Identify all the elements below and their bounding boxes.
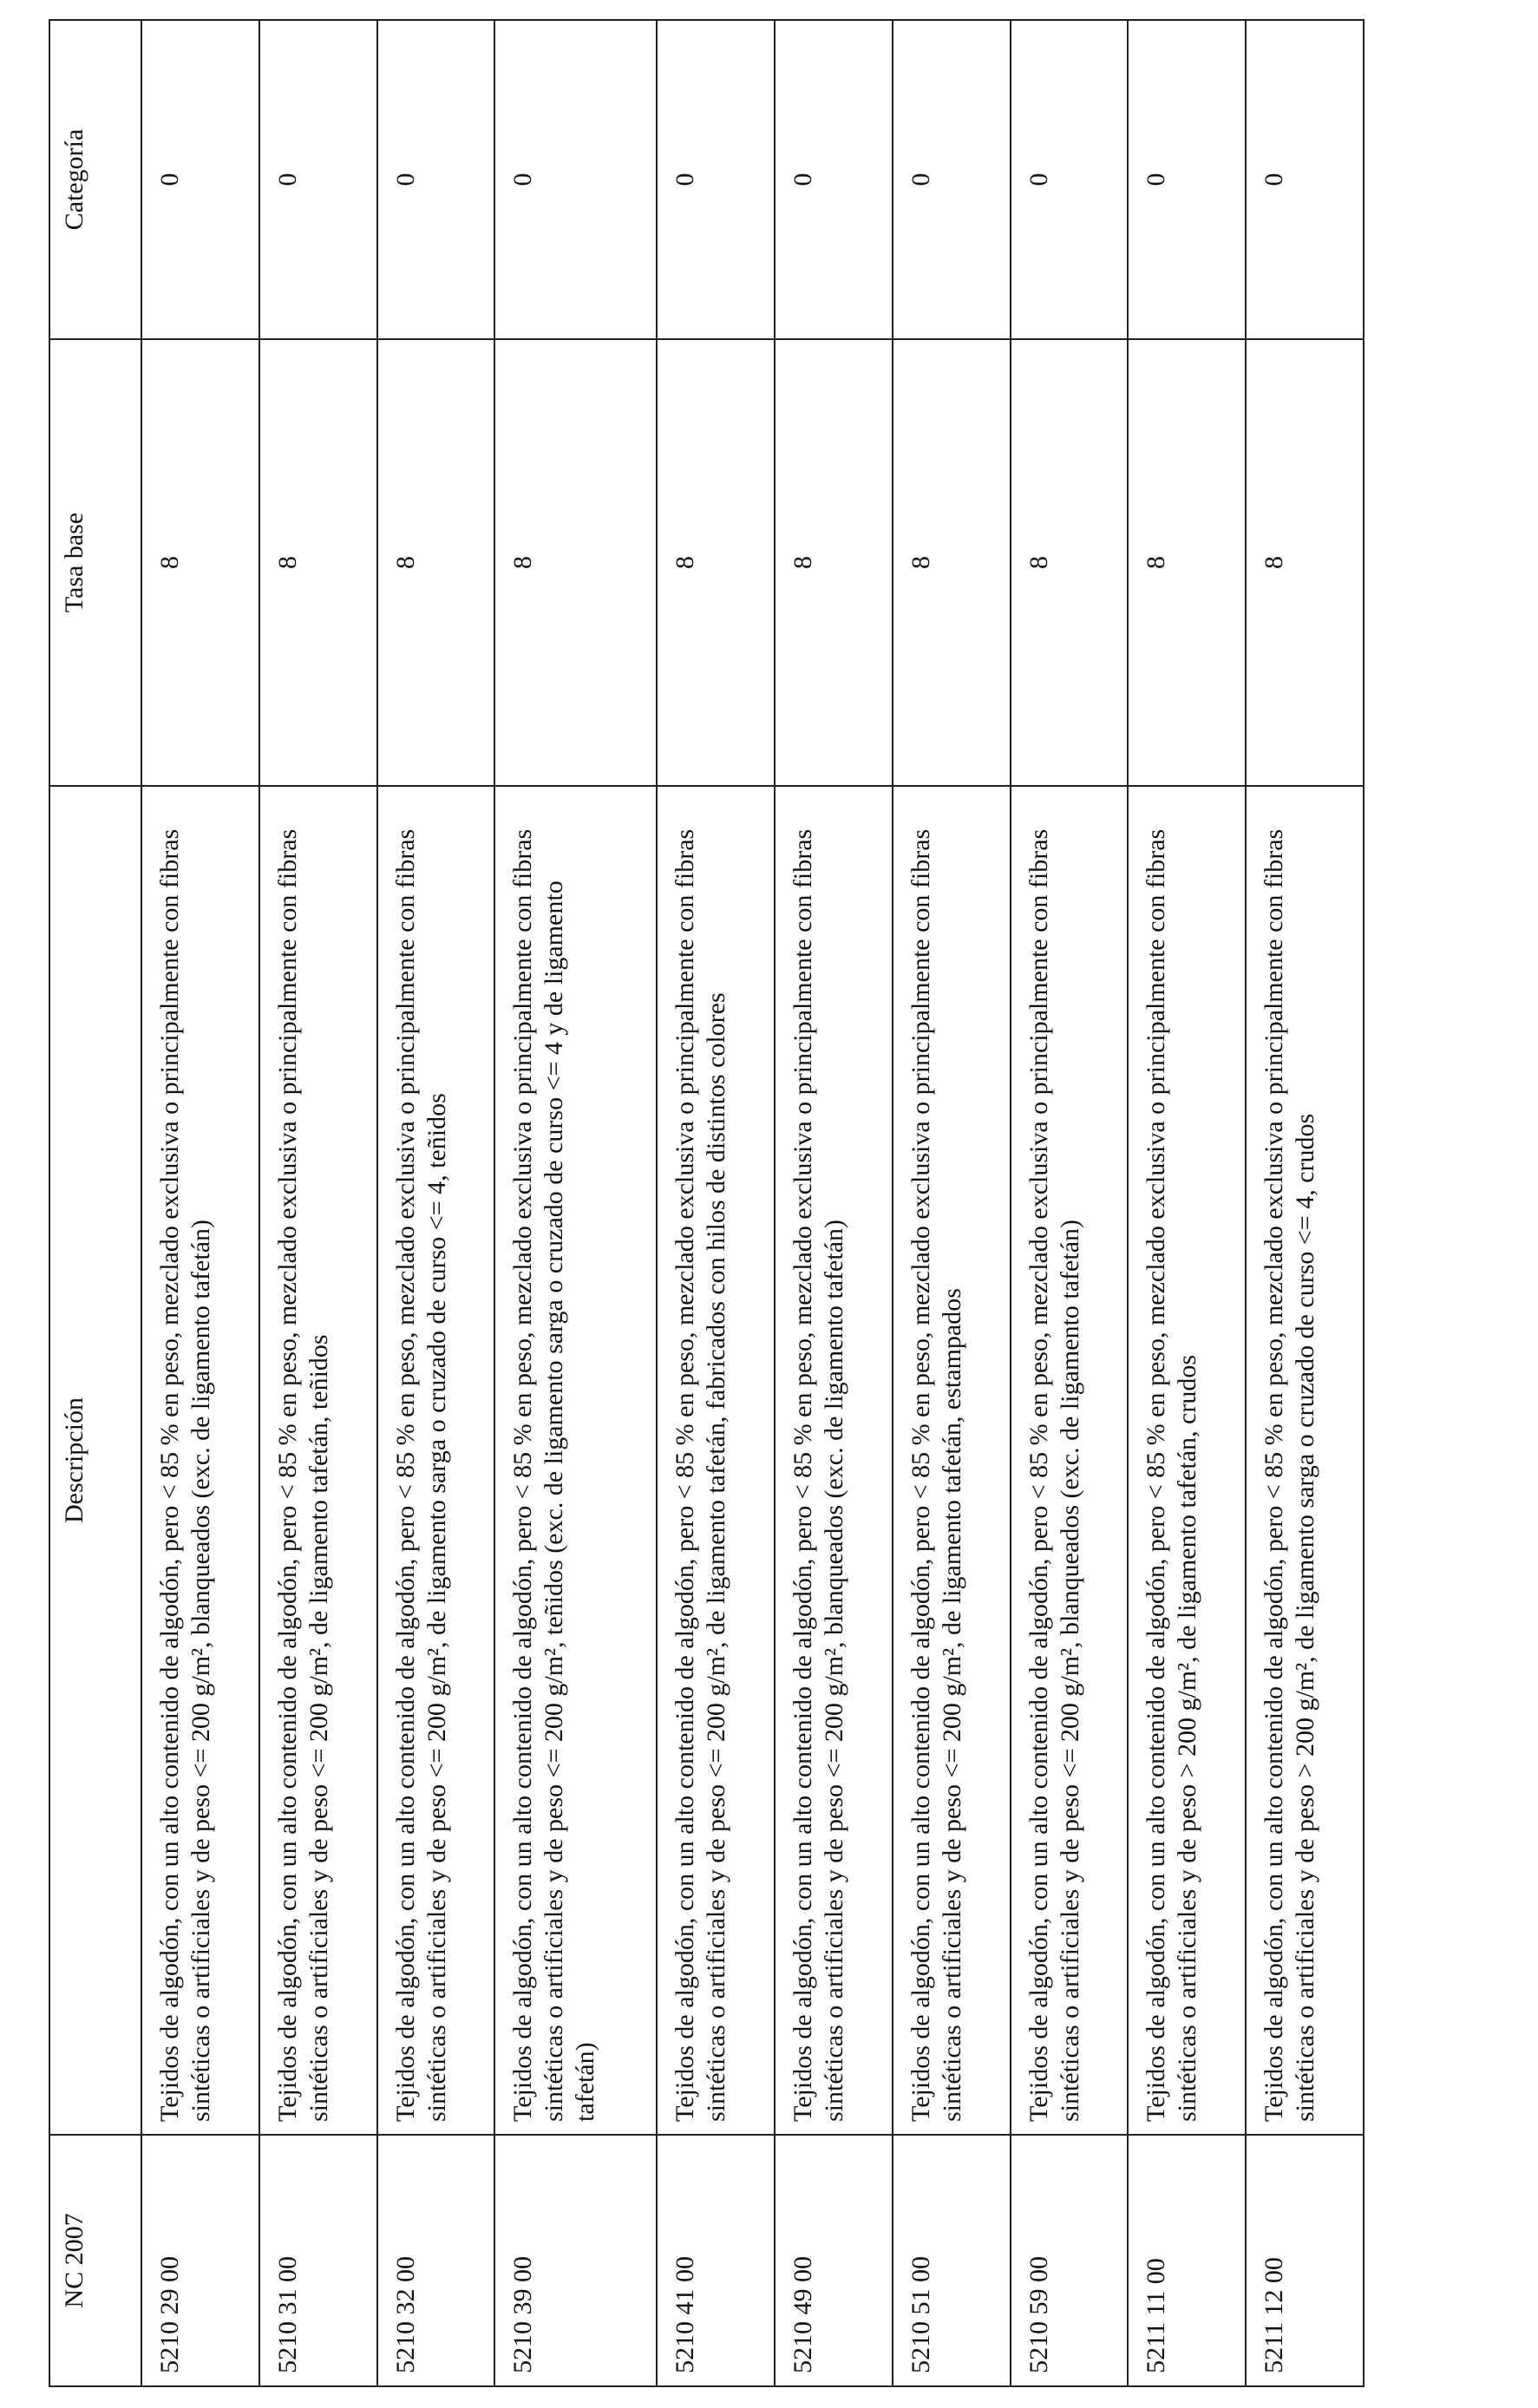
category-cell: 0 xyxy=(775,20,893,339)
code-cell: 5210 31 00 xyxy=(259,2135,377,2386)
code-cell: 5211 11 00 xyxy=(1128,2135,1246,2386)
header-row xyxy=(49,20,141,2386)
header-base-rate: Tasa base xyxy=(49,339,141,786)
table-row xyxy=(1128,20,1246,2386)
table-row xyxy=(377,20,495,2386)
description-cell: Tejidos de algodón, con un alto contenido de algodón, pero < 85 % en peso, mezclado exclusiva o principalmente con fibras sintéticas o artificiales y de peso <= 200 g/m², blanqueados (exc. de ligamento tafetán) xyxy=(1011,786,1129,2135)
base-rate-cell: 8 xyxy=(657,339,775,786)
code-cell: 5210 39 00 xyxy=(494,2135,657,2386)
base-rate-cell: 8 xyxy=(494,339,657,786)
code-cell: 5210 41 00 xyxy=(657,2135,775,2386)
table-header xyxy=(49,20,141,2386)
base-rate-cell: 8 xyxy=(893,339,1011,786)
code-cell: 5210 29 00 xyxy=(141,2135,259,2386)
table-body xyxy=(141,20,1364,2386)
code-cell: 5210 49 00 xyxy=(775,2135,893,2386)
table-row xyxy=(141,20,259,2386)
table-row xyxy=(893,20,1011,2386)
category-cell: 0 xyxy=(1128,20,1246,339)
rotated-page xyxy=(49,21,1365,2387)
table-row xyxy=(1011,20,1129,2386)
table-row xyxy=(494,20,657,2386)
table-row xyxy=(775,20,893,2386)
description-cell: Tejidos de algodón, con un alto contenido de algodón, pero < 85 % en peso, mezclado exclusiva o principalmente con fibras sintéticas o artificiales y de peso <= 200 g/m², de ligamento tafetán, fabricados con hilos de distintos colores xyxy=(657,786,775,2135)
header-description: Descripción xyxy=(49,786,141,2135)
description-cell: Tejidos de algodón, con un alto contenido de algodón, pero < 85 % en peso, mezclado exclusiva o principalmente con fibras sintéticas o artificiales y de peso <= 200 g/m², blanqueados (exc. de ligamento tafetán) xyxy=(141,786,259,2135)
header-code: NC 2007 xyxy=(49,2135,141,2386)
code-cell: 5210 32 00 xyxy=(377,2135,495,2386)
base-rate-cell: 8 xyxy=(377,339,495,786)
base-rate-cell: 8 xyxy=(1011,339,1129,786)
base-rate-cell: 8 xyxy=(1246,339,1364,786)
code-cell: 5210 59 00 xyxy=(1011,2135,1129,2386)
category-cell: 0 xyxy=(1246,20,1364,339)
category-cell: 0 xyxy=(377,20,495,339)
category-cell: 0 xyxy=(259,20,377,339)
description-cell: Tejidos de algodón, con un alto contenido de algodón, pero < 85 % en peso, mezclado exclusiva o principalmente con fibras sintéticas o artificiales y de peso <= 200 g/m², de ligamento tafetán, estampados xyxy=(893,786,1011,2135)
table-row xyxy=(259,20,377,2386)
code-cell: 5210 51 00 xyxy=(893,2135,1011,2386)
base-rate-cell: 8 xyxy=(1128,339,1246,786)
code-cell: 5211 12 00 xyxy=(1246,2135,1364,2386)
base-rate-cell: 8 xyxy=(775,339,893,786)
category-cell: 0 xyxy=(1011,20,1129,339)
base-rate-cell: 8 xyxy=(259,339,377,786)
description-cell: Tejidos de algodón, con un alto contenido de algodón, pero < 85 % en peso, mezclado exclusiva o principalmente con fibras sintéticas o artificiales y de peso <= 200 g/m², blanqueados (exc. de ligamento tafetán) xyxy=(775,786,893,2135)
header-category: Categoría xyxy=(49,20,141,339)
category-cell: 0 xyxy=(494,20,657,339)
description-cell: Tejidos de algodón, con un alto contenido de algodón, pero < 85 % en peso, mezclado exclusiva o principalmente con fibras sintéticas o artificiales y de peso <= 200 g/m², teñidos (exc. de ligamento sarga o cruzado de curso <= 4 y de ligamento tafetán) xyxy=(494,786,657,2135)
description-cell: Tejidos de algodón, con un alto contenido de algodón, pero < 85 % en peso, mezclado exclusiva o principalmente con fibras sintéticas o artificiales y de peso <= 200 g/m², de ligamento tafetán, teñidos xyxy=(259,786,377,2135)
base-rate-cell: 8 xyxy=(141,339,259,786)
description-cell: Tejidos de algodón, con un alto contenido de algodón, pero < 85 % en peso, mezclado exclusiva o principalmente con fibras sintéticas o artificiales y de peso <= 200 g/m², de ligamento sarga o cruzado de curso <= 4, teñidos xyxy=(377,786,495,2135)
tariff-table xyxy=(49,19,1365,2387)
category-cell: 0 xyxy=(141,20,259,339)
category-cell: 0 xyxy=(893,20,1011,339)
description-cell: Tejidos de algodón, con un alto contenido de algodón, pero < 85 % en peso, mezclado exclusiva o principalmente con fibras sintéticas o artificiales y de peso > 200 g/m², de ligamento tafetán, crudos xyxy=(1128,786,1246,2135)
category-cell: 0 xyxy=(657,20,775,339)
table-row xyxy=(1246,20,1364,2386)
table-row xyxy=(657,20,775,2386)
description-cell: Tejidos de algodón, con un alto contenido de algodón, pero < 85 % en peso, mezclado exclusiva o principalmente con fibras sintéticas o artificiales y de peso > 200 g/m², de ligamento sarga o cruzado de curso <= 4, crudos xyxy=(1246,786,1364,2135)
